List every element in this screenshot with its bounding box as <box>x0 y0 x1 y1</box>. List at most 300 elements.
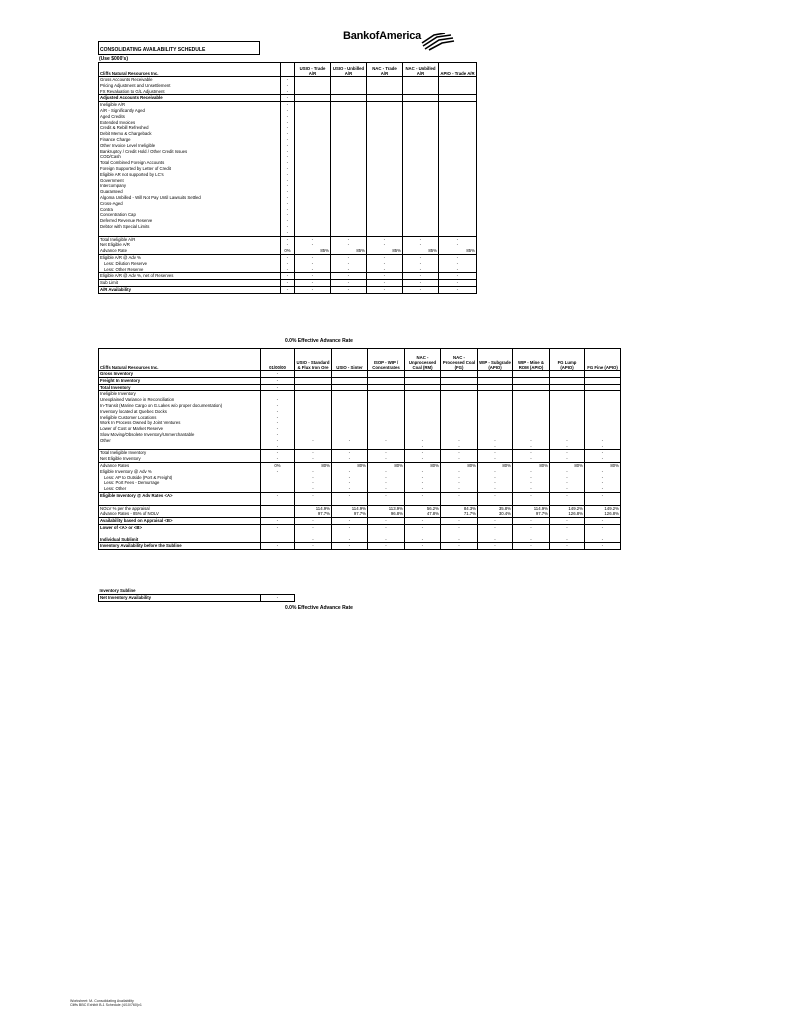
inv-cell: - <box>441 480 478 486</box>
ar-row-label: Eligible A/R @ Adv % <box>99 254 281 260</box>
inv-cell: - <box>478 444 513 450</box>
inv-col-header: NAC - Processed Coal (FG) <box>441 349 478 371</box>
inv-cell <box>513 371 550 378</box>
ar-row-label: Total Ineligible A/R <box>99 236 281 242</box>
inv-cell: - <box>405 475 441 481</box>
ar-row-total: - <box>281 218 295 224</box>
inv-cell: - <box>478 450 513 456</box>
ar-cell: - <box>367 273 403 280</box>
ar-cell: - <box>439 267 477 273</box>
subline-label: Inventory Subline <box>99 588 136 593</box>
inv-cell: 80% <box>405 462 441 468</box>
inv-cell: - <box>550 486 585 492</box>
ar-cell: - <box>295 236 331 242</box>
ar-cell: 85% <box>403 248 439 254</box>
ar-row-total: - <box>281 207 295 213</box>
ar-row-label: Pricing Adjustment and Unsettlement <box>99 83 281 89</box>
ar-cell: - <box>367 254 403 260</box>
inv-cell: - <box>332 492 368 498</box>
inv-cell: - <box>368 480 405 486</box>
ar-cell: - <box>331 273 367 280</box>
inv-cell: 126.8% <box>550 511 585 517</box>
inv-cell: - <box>332 537 368 543</box>
ar-row-total: - <box>281 224 295 230</box>
inv-cell <box>368 371 405 378</box>
ar-row-label: Ineligible A/R <box>99 102 281 108</box>
inv-row-label: Work In Process Owned by Joint Ventures <box>99 420 261 426</box>
inv-cell: - <box>550 456 585 462</box>
inv-row <box>99 543 621 550</box>
inv-cell: - <box>368 537 405 543</box>
ar-row-label: Concentration Cap <box>99 212 281 218</box>
inv-cell: - <box>295 438 332 444</box>
inv-cell: - <box>585 524 621 530</box>
inv-col-header: NAC - Unprocessed Coal (RM) <box>405 349 441 371</box>
inv-row-total: - <box>261 450 295 456</box>
ar-cell: - <box>295 286 331 293</box>
inv-cell: 71.7% <box>441 511 478 517</box>
inv-cell: - <box>478 492 513 498</box>
inv-cell: - <box>405 518 441 525</box>
inv-cell: - <box>368 543 405 550</box>
ar-row-label: Finance Charge <box>99 137 281 143</box>
ar-row <box>99 273 477 280</box>
ar-row-label: Aged Credits <box>99 114 281 120</box>
ar-row-total: - <box>281 261 295 267</box>
inv-cell: - <box>585 469 621 475</box>
inv-cell: 80% <box>332 462 368 468</box>
inv-cell: - <box>513 456 550 462</box>
inv-cell: - <box>550 492 585 498</box>
net-availability-label: Net Inventory Availability <box>99 594 261 601</box>
bank-logo <box>343 29 458 53</box>
inv-cell: - <box>550 450 585 456</box>
ar-availability-table <box>98 62 477 294</box>
ar-row-label: Eligible A/R @ Adv %, net of Reserves <box>99 273 281 280</box>
ar-cell: - <box>403 242 439 248</box>
inv-cell: - <box>368 486 405 492</box>
inv-cell: 126.8% <box>585 511 621 517</box>
ar-row-label: Government <box>99 178 281 184</box>
inv-cell <box>478 371 513 378</box>
ar-row-total: - <box>281 178 295 184</box>
ar-row-total: - <box>281 212 295 218</box>
inv-cell: - <box>513 480 550 486</box>
ar-cell: - <box>331 254 367 260</box>
ar-cell: - <box>403 236 439 242</box>
inv-cell: - <box>295 450 332 456</box>
inv-col-header: WIP - Subgrade (APIO) <box>478 349 513 371</box>
inv-cell: - <box>405 480 441 486</box>
ar-col-header: NAC - Trade A/R <box>367 63 403 77</box>
inv-row-label: Lower of <A> or <B> <box>99 524 261 530</box>
ar-total-header <box>281 63 295 77</box>
ar-row-total: - <box>281 89 295 95</box>
ar-row-total: - <box>281 149 295 155</box>
inv-cell: - <box>513 450 550 456</box>
inv-cell: - <box>441 492 478 498</box>
inv-row-total: - <box>261 403 295 409</box>
inv-col-header: USIO - Sinter <box>332 349 368 371</box>
ar-row-total: - <box>281 254 295 260</box>
inv-cell: - <box>368 524 405 530</box>
inv-row-label: Gross Inventory <box>99 371 261 378</box>
inv-col-header: ISOP - WIP / Concentrates <box>368 349 405 371</box>
ar-cell: - <box>331 261 367 267</box>
inv-cell: - <box>405 537 441 543</box>
ar-row-label: Less: Dilution Reserve <box>99 261 281 267</box>
inv-row-label: Advance Rates - 85% of NOLV <box>99 511 261 517</box>
inv-row-label: In-Transit (Marine Cargo on G.Lakes w/o proper documentation) <box>99 403 261 409</box>
inv-cell: - <box>368 438 405 444</box>
ar-row-label: Eligible AR not supported by LC's <box>99 172 281 178</box>
ar-effective-rate-value: 0.0% <box>285 338 297 344</box>
inv-cell: - <box>585 438 621 444</box>
ar-effective-rate-label: Effective Advance Rate <box>297 338 353 344</box>
inv-cell: - <box>295 543 332 550</box>
ar-row-label: Debtor with Special Limits <box>99 224 281 230</box>
inv-row-total: - <box>261 409 295 415</box>
inv-col-header: FG Fine (APIO) <box>585 349 621 371</box>
inv-row-label: Eligible Inventory @ Adv Rates <A> <box>99 492 261 498</box>
inv-cell: - <box>513 524 550 530</box>
inv-row <box>99 371 621 378</box>
inv-cell: - <box>295 537 332 543</box>
inv-cell <box>295 377 332 384</box>
ar-row <box>99 286 477 293</box>
inv-cell <box>585 371 621 378</box>
inv-cell: 149.2% <box>550 505 585 511</box>
inv-cell: - <box>478 543 513 550</box>
inv-cell: - <box>441 524 478 530</box>
inv-cell: 35.8% <box>478 505 513 511</box>
inv-cell <box>513 377 550 384</box>
inv-cell: - <box>513 444 550 450</box>
inv-cell: 97.7% <box>513 511 550 517</box>
inv-cell: - <box>332 524 368 530</box>
ar-row-label: Total Combined Foreign Accounts <box>99 160 281 166</box>
inv-cell: - <box>585 518 621 525</box>
inv-cell: - <box>478 456 513 462</box>
ar-row-label: COD/Cash <box>99 154 281 160</box>
inv-cell: 97.7% <box>295 511 332 517</box>
ar-row-label: Sub Limit <box>99 280 281 287</box>
ar-col-header: NAC - Unbilled A/R <box>403 63 439 77</box>
inv-cell: - <box>478 518 513 525</box>
ar-cell <box>295 95 331 102</box>
ar-cell: - <box>403 261 439 267</box>
ar-row-total: - <box>281 131 295 137</box>
inv-cell: - <box>332 450 368 456</box>
ar-row-label: Algoma Unbilled - Will Not Pay Until Lawsuits Settled <box>99 195 281 201</box>
inv-cell: - <box>513 518 550 525</box>
inv-cell: 80% <box>478 462 513 468</box>
inv-effective-rate-value: 0.0% <box>285 605 297 611</box>
ar-cell: - <box>439 280 477 287</box>
inv-cell: - <box>550 543 585 550</box>
inv-cell: 114.9% <box>332 505 368 511</box>
ar-row-label: Debit Memo & Chargeback <box>99 131 281 137</box>
inv-cell: 97.7% <box>332 511 368 517</box>
inv-cell: 30.4% <box>478 511 513 517</box>
inv-cell: 149.2% <box>585 505 621 511</box>
inv-cell: 80% <box>550 462 585 468</box>
inv-cell: - <box>478 524 513 530</box>
ar-col-header: USIO - Trade A/R <box>295 63 331 77</box>
inventory-availability-table <box>98 348 621 550</box>
inv-cell: - <box>478 480 513 486</box>
ar-col-header: APIO - Trade A/R <box>439 63 477 77</box>
ar-cell: 85% <box>439 248 477 254</box>
inv-cell <box>405 371 441 378</box>
ar-row-total: - <box>281 195 295 201</box>
ar-row-label: Cross-Aged <box>99 201 281 207</box>
inv-cell: - <box>295 456 332 462</box>
ar-cell: - <box>295 254 331 260</box>
inv-cell: - <box>441 444 478 450</box>
ar-cell: 85% <box>367 248 403 254</box>
inv-cell <box>295 371 332 378</box>
inv-row-label: Less: Other <box>99 486 261 492</box>
inv-cell: - <box>441 518 478 525</box>
ar-cell: - <box>403 273 439 280</box>
inv-cell: - <box>513 486 550 492</box>
inv-cell: 80% <box>368 462 405 468</box>
ar-cell <box>367 95 403 102</box>
inv-cell: - <box>513 543 550 550</box>
inv-cell: 80% <box>513 462 550 468</box>
ar-cell: - <box>439 286 477 293</box>
ar-row-label: Deferred Revenue Reserve <box>99 218 281 224</box>
inv-cell <box>550 371 585 378</box>
ar-row-total: - <box>281 125 295 131</box>
inv-cell: 114.9% <box>513 505 550 511</box>
ar-row-total: - <box>281 189 295 195</box>
inv-cell: - <box>295 486 332 492</box>
ar-cell: - <box>367 236 403 242</box>
inv-cell: - <box>405 469 441 475</box>
ar-col-header: USIO - Unbilled A/R <box>331 63 367 77</box>
inv-row-label: Freight In Inventory <box>99 377 261 384</box>
inv-row-total: - <box>261 397 295 403</box>
inv-cell <box>405 377 441 384</box>
inv-cell: - <box>405 492 441 498</box>
ar-row-total: - <box>281 183 295 189</box>
inv-cell: - <box>585 444 621 450</box>
ar-cell: 85% <box>295 248 331 254</box>
units-note: (Use $000's) <box>99 56 128 62</box>
inv-row-label: Total Inventory <box>99 384 261 391</box>
inv-cell <box>478 384 513 391</box>
ar-effective-rate <box>285 338 353 344</box>
inv-cell: - <box>550 469 585 475</box>
inv-row-label: Lower of Cost or Market Reserve <box>99 426 261 432</box>
inv-cell: - <box>478 486 513 492</box>
inv-cell: - <box>368 518 405 525</box>
inv-row-total: - <box>261 524 295 530</box>
inv-cell <box>332 377 368 384</box>
ar-row-total: - <box>281 160 295 166</box>
inv-company: Cliffs Natural Resources Inc. <box>99 349 261 371</box>
inv-row-label: Eligible Inventory @ Adv % <box>99 469 261 475</box>
inv-effective-rate <box>285 605 353 611</box>
ar-row-label: Adjusted Accounts Receivable <box>99 95 281 102</box>
inv-row-label: Ineligible Inventory <box>99 391 261 397</box>
inv-cell: - <box>405 444 441 450</box>
inv-date: 01/00/00 <box>261 349 295 371</box>
inv-cell: - <box>441 543 478 550</box>
inv-row-total: - <box>261 432 295 438</box>
ar-cell: - <box>367 267 403 273</box>
inv-cell: - <box>405 450 441 456</box>
ar-row-label: Extended Invoices <box>99 120 281 126</box>
inv-cell: - <box>441 475 478 481</box>
inv-effective-rate-label: Effective Advance Rate <box>297 605 353 611</box>
inv-row-total: 0% <box>261 462 295 468</box>
footer-line: Worksheet: M- Consolidating Availability <box>70 999 134 1003</box>
inv-cell: - <box>585 486 621 492</box>
inv-cell <box>295 384 332 391</box>
ar-row-total: - <box>281 286 295 293</box>
inv-cell <box>368 384 405 391</box>
inv-row-total: - <box>261 469 295 475</box>
ar-row-label: A/R - Significantly Aged <box>99 108 281 114</box>
inv-row-label: Advance Rates <box>99 462 261 468</box>
inv-cell: - <box>513 438 550 444</box>
ar-row-total: - <box>281 83 295 89</box>
ar-cell: - <box>403 280 439 287</box>
inv-cell: - <box>295 492 332 498</box>
flag-icon <box>421 33 455 51</box>
inv-row-total: - <box>261 543 295 550</box>
inv-row-label: Inventory located at Quebec Docks <box>99 409 261 415</box>
ar-row-total: - <box>281 143 295 149</box>
inv-cell: - <box>441 456 478 462</box>
inv-row-label: Other <box>99 438 261 444</box>
inv-row-label: Individual Sublimit <box>99 537 261 543</box>
ar-cell: - <box>367 286 403 293</box>
inv-cell: - <box>332 469 368 475</box>
ar-cell: - <box>295 261 331 267</box>
ar-row-total: - <box>281 77 295 83</box>
ar-row-label: Other Invoice Level Ineligible <box>99 143 281 149</box>
inv-row-label: Unexplained Variance in Reconciliation <box>99 397 261 403</box>
inv-cell: - <box>295 469 332 475</box>
inv-cell: - <box>295 475 332 481</box>
inv-cell: - <box>478 475 513 481</box>
inv-cell: - <box>368 492 405 498</box>
inv-row-total: - <box>261 426 295 432</box>
inv-cell: - <box>295 480 332 486</box>
inv-cell: - <box>585 450 621 456</box>
inv-cell: - <box>550 438 585 444</box>
inv-row-label: Less: Port Fees - Demurrage <box>99 480 261 486</box>
inv-row-label: Net Eligible Inventory <box>99 456 261 462</box>
ar-row-total: - <box>281 95 295 102</box>
inv-cell: 80% <box>295 462 332 468</box>
inv-cell: - <box>368 456 405 462</box>
inv-cell <box>513 384 550 391</box>
inv-cell: - <box>550 475 585 481</box>
net-availability-value: - <box>261 594 295 601</box>
inv-cell <box>550 377 585 384</box>
ar-cell: - <box>439 242 477 248</box>
inv-cell: - <box>478 438 513 444</box>
ar-row-total: - <box>281 166 295 172</box>
ar-row-label: Contra <box>99 207 281 213</box>
inv-cell: - <box>368 450 405 456</box>
ar-row-label: Gross Accounts Receivable <box>99 77 281 83</box>
inv-cell: - <box>513 469 550 475</box>
inv-row-total: - <box>261 456 295 462</box>
ar-cell <box>403 95 439 102</box>
ar-cell: - <box>367 280 403 287</box>
inv-row-label: NOLV % per the appraisal <box>99 505 261 511</box>
inv-cell: - <box>550 444 585 450</box>
ar-cell: - <box>403 267 439 273</box>
ar-row-label: Bankruptcy / Credit Hold / Other Credit Issues <box>99 149 281 155</box>
inv-cell: - <box>441 486 478 492</box>
inv-row-total: - <box>261 518 295 525</box>
inv-cell <box>441 371 478 378</box>
net-availability-table <box>98 588 295 602</box>
ar-row-label: FX Revaluation to G/L Adjustment <box>99 89 281 95</box>
inv-row <box>99 377 621 384</box>
inv-cell: - <box>585 456 621 462</box>
ar-cell: - <box>331 242 367 248</box>
ar-cell: - <box>295 242 331 248</box>
inv-row <box>99 518 621 525</box>
ar-cell: - <box>295 267 331 273</box>
inv-cell: - <box>368 475 405 481</box>
ar-row-label: A/R Availability <box>99 286 281 293</box>
ar-row-total: - <box>281 154 295 160</box>
inv-cell: - <box>332 480 368 486</box>
inv-cell: - <box>478 469 513 475</box>
inv-cell: - <box>332 456 368 462</box>
ar-row-total: - <box>281 137 295 143</box>
page-title: CONSOLIDATING AVAILABILITY SCHEDULE <box>100 47 206 53</box>
ar-cell: - <box>367 261 403 267</box>
inv-cell: 96.8% <box>368 511 405 517</box>
inv-cell: - <box>585 475 621 481</box>
inv-cell: - <box>585 492 621 498</box>
ar-row-total: - <box>281 230 295 236</box>
inv-cell: - <box>513 492 550 498</box>
inv-cell: - <box>405 438 441 444</box>
ar-row-total: - <box>281 273 295 280</box>
ar-cell: - <box>439 261 477 267</box>
inv-cell: - <box>478 537 513 543</box>
inv-row-label: Ineligible Customer Locations <box>99 415 261 421</box>
inv-cell <box>550 384 585 391</box>
ar-cell: - <box>403 254 439 260</box>
inv-cell: - <box>332 543 368 550</box>
ar-cell: - <box>439 236 477 242</box>
ar-row-label: Net Eligible A/R <box>99 242 281 248</box>
ar-cell: 85% <box>331 248 367 254</box>
inv-cell: 47.8% <box>405 511 441 517</box>
inv-cell <box>478 377 513 384</box>
inv-cell: - <box>550 518 585 525</box>
inv-cell <box>441 384 478 391</box>
inv-cell: - <box>441 537 478 543</box>
inv-cell <box>332 384 368 391</box>
ar-row <box>99 280 477 287</box>
inv-cell: - <box>405 456 441 462</box>
ar-cell: - <box>331 286 367 293</box>
inv-col-header: USIO - Standard & Flux Iron Ore <box>295 349 332 371</box>
